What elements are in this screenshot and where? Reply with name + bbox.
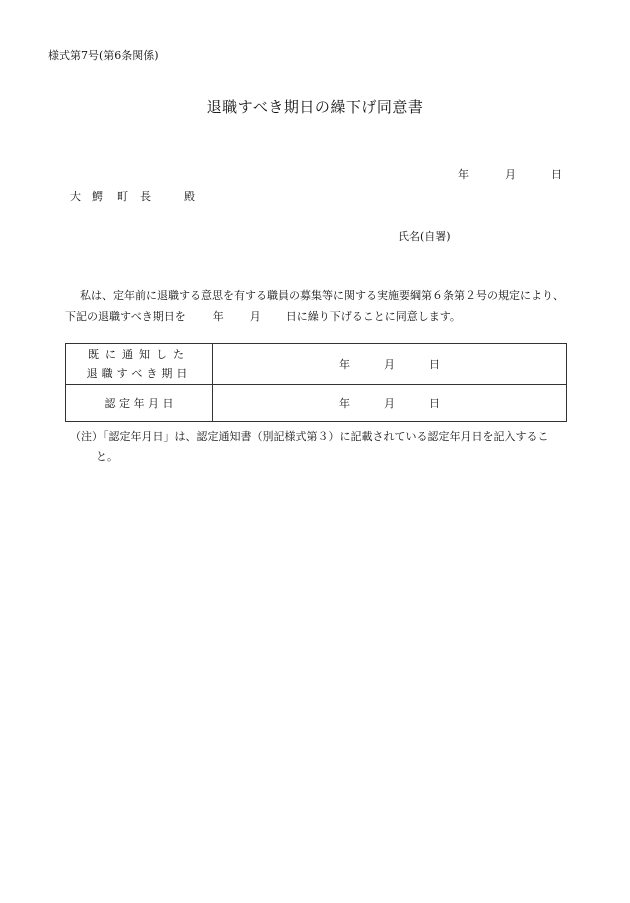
date-day-label: 日: [551, 168, 562, 181]
addressee-char: 町: [117, 190, 128, 203]
addressee-char: 鰐: [92, 190, 103, 203]
notified-date-value[interactable]: [213, 344, 567, 385]
addressee: [70, 188, 195, 204]
approval-day-label: 日: [429, 397, 440, 410]
notified-day-label: 日: [429, 358, 440, 371]
consent-line-2-suffix: 日に繰り下げることに同意します。: [285, 310, 461, 323]
approval-date-label: 認 定 年 月 日: [66, 385, 213, 422]
table-row: [66, 385, 567, 422]
date-year-label: 年: [458, 168, 469, 181]
addressee-char: 長: [140, 190, 151, 203]
signature-label: 氏名(自署): [398, 230, 451, 243]
consent-line-2: [65, 306, 585, 327]
notified-date-label: [66, 344, 213, 385]
notified-year-label: 年: [339, 358, 350, 371]
approval-date-value[interactable]: [213, 385, 567, 422]
addressee-honorific: 殿: [184, 190, 195, 203]
consent-statement: [65, 285, 585, 327]
notified-date-label-line-2: 退職すべき期日: [86, 367, 192, 380]
approval-year-label: 年: [339, 397, 350, 410]
consent-line-2-prefix: 下記の退職すべき期日を: [65, 310, 186, 323]
form-number: 様式第7号(第6条関係): [48, 49, 159, 62]
document-title: 退職すべき期日の繰下げ同意書: [206, 98, 424, 116]
footnote: [70, 427, 570, 467]
approval-month-label: 月: [384, 397, 395, 410]
footnote-line-2: と。: [96, 450, 118, 463]
table-row: [66, 344, 567, 385]
notified-date-label-line-1: 既に通知した: [88, 348, 190, 361]
consent-year-label: 年: [212, 310, 224, 323]
notified-month-label: 月: [384, 358, 395, 371]
addressee-char: 大: [70, 190, 81, 203]
date-month-label: 月: [505, 168, 516, 181]
consent-line-1: 私は、定年前に退職する意思を有する職員の募集等に関する実施要綱第６条第２号の規定により、: [80, 289, 564, 302]
consent-month-label: 月: [249, 310, 261, 323]
footnote-line-1: （注）「認定年月日」は、認定通知書（別記様式第３）に記載されている認定年月日を記入するこ: [70, 430, 549, 443]
dates-table: [65, 343, 567, 422]
